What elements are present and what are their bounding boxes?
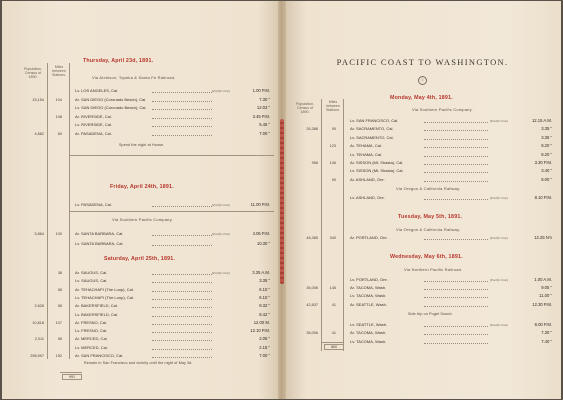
time-cell: 7.30 " [259,96,270,102]
section-rule [69,211,274,212]
timetable-row [284,276,561,284]
time-cell: 8.42 " [259,311,270,317]
timetable-row [2,319,280,327]
station-cell: Lv. SAN DIEGO (Coronado Beach), Cal. [75,105,147,111]
time-cell: 8.20 " [541,143,552,149]
timetable-row [2,286,280,294]
leader-dots [424,239,488,240]
timetable-row [284,329,561,337]
timetable-row [284,321,561,329]
time-cell: 6.00 P.M. [534,322,552,327]
time-zone-tag: (Pacific time) [212,232,231,236]
timetable-row [284,159,561,167]
station-cell: Lv. FRESNO, Cal. [75,328,108,334]
miles-cell: 145 [329,286,336,291]
population-cell: 5,864 [34,232,44,236]
leader-dots [152,235,212,236]
station-cell: Ar. PASADENA, Cal. [75,131,112,136]
miles-cell: 41 [331,331,336,336]
time-cell: 12.15 A.M. [531,118,552,123]
day-header: Monday, May 4th, 1891. [390,95,453,101]
time-zone-tag: (Pacific time) [490,236,509,240]
station-cell: Lv. MERCED, Cal. [75,344,108,350]
timetable-row [284,176,561,184]
leader-dots [424,164,488,165]
leader-dots [152,307,212,308]
population-cell: 46,385 [306,236,318,240]
day-header: Saturday, April 25th, 1891. [104,256,176,262]
station-cell: Lv. SEATTLE, Wash. [350,322,388,327]
time-cell: 7.00 " [259,131,270,136]
time-zone-tag: (Pacific time) [490,119,509,123]
total-rule [60,372,82,373]
time-cell: 3.35 " [541,134,552,140]
right-page [284,1,561,399]
timetable-row [2,335,280,343]
itinerary-note: Remain in San Francisco and vicinity until the night of May 3d. [84,361,193,365]
timetable-row [284,134,561,142]
time-cell: 4.05 P.M. [252,231,270,236]
station-cell: Ar. TEHACHAPI (The Loop), Cal. [75,286,134,292]
miles-column-header: Miles between Stations. [326,100,340,113]
left-page [2,1,280,399]
mileage-total: 991 [62,374,82,380]
station-cell: Ar. SACRAMENTO, Cal. [350,126,394,132]
timetable-row [284,194,561,202]
miles-cell: 100 [55,232,62,236]
miles-cell: 58 [57,304,62,309]
leader-dots [424,306,488,307]
time-cell: 12.03 " [256,105,270,111]
station-cell: Lv. TACOMA, Wash. [350,293,387,299]
leader-dots [424,181,488,182]
time-cell: 7.40 " [541,338,552,344]
station-cell: Ar. FRESNO, Cal. [75,319,108,325]
timetable-row [2,302,280,310]
station-cell: Ar. SAUGUS, Cal. [75,270,108,275]
time-cell: 8.20 " [541,151,552,157]
miles-cell: 340 [329,236,336,240]
time-zone-tag: (Pacific time) [490,278,509,282]
timetable-row [2,201,280,209]
population-cell: 956 [311,161,318,165]
time-cell: 10.30 " [256,241,270,246]
time-cell: 12.25 N'n [534,235,552,240]
title-ornament: Ⓘ [418,76,427,85]
time-zone-tag: (Pacific time) [212,271,231,275]
population-cell: 42,837 [306,302,318,307]
station-cell: Lv. SACRAMENTO, Cal. [350,134,394,140]
station-cell: Ar. RIVERSIDE, Cal. [75,113,112,119]
timetable-row [284,301,561,309]
time-cell: 3.45 P.M. [252,113,270,119]
population-cell: 15,154 [32,97,44,102]
leader-dots [424,326,488,327]
leader-dots [424,122,488,123]
day-header: Tuesday, May 5th, 1891. [398,214,463,220]
miles-cell: 108 [55,114,62,119]
time-cell: 3.35 A.M. [252,270,270,275]
time-cell: 6.10 " [259,294,270,300]
leader-dots [424,139,488,140]
population-cell: 298,997 [30,354,44,358]
miles-cell: 107 [55,320,62,325]
timetable-row [284,284,561,292]
time-zone-tag: (Pacific time) [212,89,231,93]
station-cell: Lv. PASADENA, Cal. [75,202,112,207]
station-cell: Ar. PORTLAND, Ore. [350,235,388,240]
book-spread [2,1,561,399]
section-rule [69,155,274,156]
population-cell: 36,006 [306,331,318,336]
time-zone-tag: (Pacific time) [490,196,509,200]
timetable-row [2,269,280,277]
timetable-row [2,311,280,319]
timetable-row [2,240,280,248]
time-cell: 2.05 " [259,336,270,342]
leader-dots [152,299,212,300]
leader-dots [152,349,212,350]
station-cell: Ar. SAN DIEGO (Coronado Beach), Cal. [75,96,147,102]
timetable-row [284,292,561,300]
timetable-row [2,96,280,104]
timetable-row [284,142,561,150]
leader-dots [152,316,212,317]
timetable-row [284,117,561,125]
route-label: Via Northern Pacific Railroad. [404,267,463,272]
time-cell: 2.15 " [259,344,270,350]
time-cell: 3.35 " [541,126,552,132]
population-cell: 26,386 [306,127,318,132]
timetable-row [2,230,280,238]
leader-dots [152,332,212,333]
miles-cell: 60 [57,132,62,136]
time-zone-tag: (Pacific time) [212,203,231,207]
population-column-header: Population, Census of 1890. [296,102,314,115]
timetable-row [2,87,280,95]
leader-dots [152,282,212,283]
itinerary-note: Side trip on Puget Sound. [408,312,453,316]
timetable-row [284,125,561,133]
station-cell: Ar. ASHLAND, Ore. [350,176,385,182]
timetable-row [2,277,280,285]
miles-cell: 90 [331,177,336,182]
time-cell: 7.00 " [259,353,270,358]
time-cell: 11.00 " [539,293,552,299]
time-cell: 5.45 " [259,122,270,128]
miles-cell: 123 [329,144,336,149]
leader-dots [424,343,488,344]
time-cell: 3.40 " [541,168,552,174]
binding-thread [280,119,284,284]
population-cell: 4,882 [34,132,44,136]
miles-cell: 90 [331,127,336,132]
timetable-row [2,130,280,138]
miles-cell: 56 [57,337,62,342]
leader-dots [152,274,212,275]
station-cell: Ar. TEHAMA, Cal. [350,143,382,149]
leader-dots [152,101,212,102]
station-cell: Ar. SAN FRANCISCO, Cal. [75,353,124,358]
route-label: Via Southern Pacific Company. [112,217,173,222]
leader-dots [152,126,212,127]
station-cell: Ar. SISSON (Mt. Shasta), Cal. [350,160,404,165]
time-cell: 7.30 " [541,330,552,336]
time-zone-tag: (Pacific time) [490,323,509,327]
timetable-row [2,104,280,112]
time-cell: 8.00 " [541,176,552,182]
itinerary-note: Spend the night at House. [119,143,165,147]
route-label: Via Oregon & California Railway. [396,227,461,232]
population-cell: 2,011 [34,337,44,342]
miles-cell: 152 [55,354,62,358]
mileage-total: 860 [324,344,344,350]
miles-cell: 58 [57,287,62,292]
leader-dots [152,118,212,119]
station-cell: Lv. SAUGUS, Cal. [75,278,108,284]
timetable-row [2,121,280,129]
miles-cell: 136 [329,161,336,165]
station-cell: Ar. SANTA BARBARA, Cal. [75,231,124,236]
leader-dots [424,172,488,173]
population-cell: 36,006 [306,286,318,291]
station-cell: Ar. BAKERSFIELD, Cal. [75,303,118,309]
leader-dots [152,291,212,292]
leader-dots [424,199,488,200]
time-cell: 9.05 " [541,285,552,291]
station-cell: Lv. ASHLAND, Ore. [350,195,385,200]
station-cell: Lv. TEHACHAPI (The Loop), Cal. [75,294,134,300]
timetable-row [2,344,280,352]
time-cell: 6.10 " [259,286,270,292]
leader-dots [152,340,212,341]
population-column-header: Population, Census of 1890. [24,67,42,80]
station-cell: Ar. SEATTLE, Wash. [350,301,387,307]
timetable-row [284,151,561,159]
timetable-row [2,327,280,335]
station-cell: Ar. TACOMA, Wash. [350,285,387,291]
time-cell: 3.30 P.M. [534,160,552,165]
time-cell: 12.10 P.M. [250,328,270,334]
route-label: Via Atchison, Topeka & Santa Fe Railroad. [92,75,176,80]
leader-dots [424,147,488,148]
station-cell: Ar. TACOMA, Wash. [350,330,387,336]
station-cell: Lv. BAKERSFIELD, Cal. [75,311,119,317]
station-cell: Lv. TACOMA, Wash. [350,338,387,344]
station-cell: Lv. SAN FRANCISCO, Cal. [350,118,399,123]
station-cell: Lv. RIVERSIDE, Cal. [75,122,113,128]
leader-dots [152,109,212,110]
station-cell: Lv. SANTA BARBARA, Cal. [75,241,124,246]
miles-column-header: Miles between Stations. [52,65,66,78]
station-cell: Lv. SISSON (Mt. Shasta), Cal. [350,168,404,174]
population-cell: 2,626 [34,304,44,309]
time-cell: 8.32 " [259,303,270,309]
time-cell: 11.00 P.M. [250,202,270,207]
leader-dots [152,206,212,207]
leader-dots [424,281,488,282]
leader-dots [424,289,488,290]
day-header: Friday, April 24th, 1891. [110,184,174,190]
route-label: Via Southern Pacific Company. [412,107,473,112]
leader-dots [424,297,488,298]
timetable-row [2,352,280,360]
leader-dots [152,324,212,325]
station-cell: Lv. LOS ANGELES, Cal. [75,88,119,93]
miles-cell: 41 [331,302,336,307]
leader-dots [424,130,488,131]
station-cell: Lv. TEHAMA, Cal. [350,151,383,157]
time-cell: 12.30 P.M. [532,301,552,307]
leader-dots [152,92,212,93]
time-cell: 8.10 P.M. [534,195,552,200]
leader-dots [424,156,488,157]
population-cell: 10,818 [32,320,44,325]
time-cell: 1.00 A.M. [534,277,552,282]
page-title: PACIFIC COAST TO WASHINGTON. [336,57,509,67]
time-cell: 3.35 " [259,278,270,284]
time-cell: 12.00 M. [253,319,270,325]
timetable-row [284,234,561,242]
timetable-row [284,167,561,175]
station-cell: Lv. PORTLAND, Ore. [350,277,388,282]
day-header: Wednesday, May 6th, 1891. [390,254,463,260]
miles-cell: 38 [57,271,62,275]
total-rule [322,342,344,343]
leader-dots [152,135,212,136]
leader-dots [152,245,212,246]
timetable-row [2,294,280,302]
timetable-row [2,113,280,121]
leader-dots [424,334,488,335]
station-cell: Ar. MERCED, Cal. [75,336,108,342]
route-label: Via Oregon & California Railway. [396,186,461,191]
miles-cell: 104 [55,97,62,102]
day-header: Thursday, April 23d, 1891. [83,58,154,64]
leader-dots [152,357,212,358]
time-cell: 1.00 P.M. [252,88,270,93]
